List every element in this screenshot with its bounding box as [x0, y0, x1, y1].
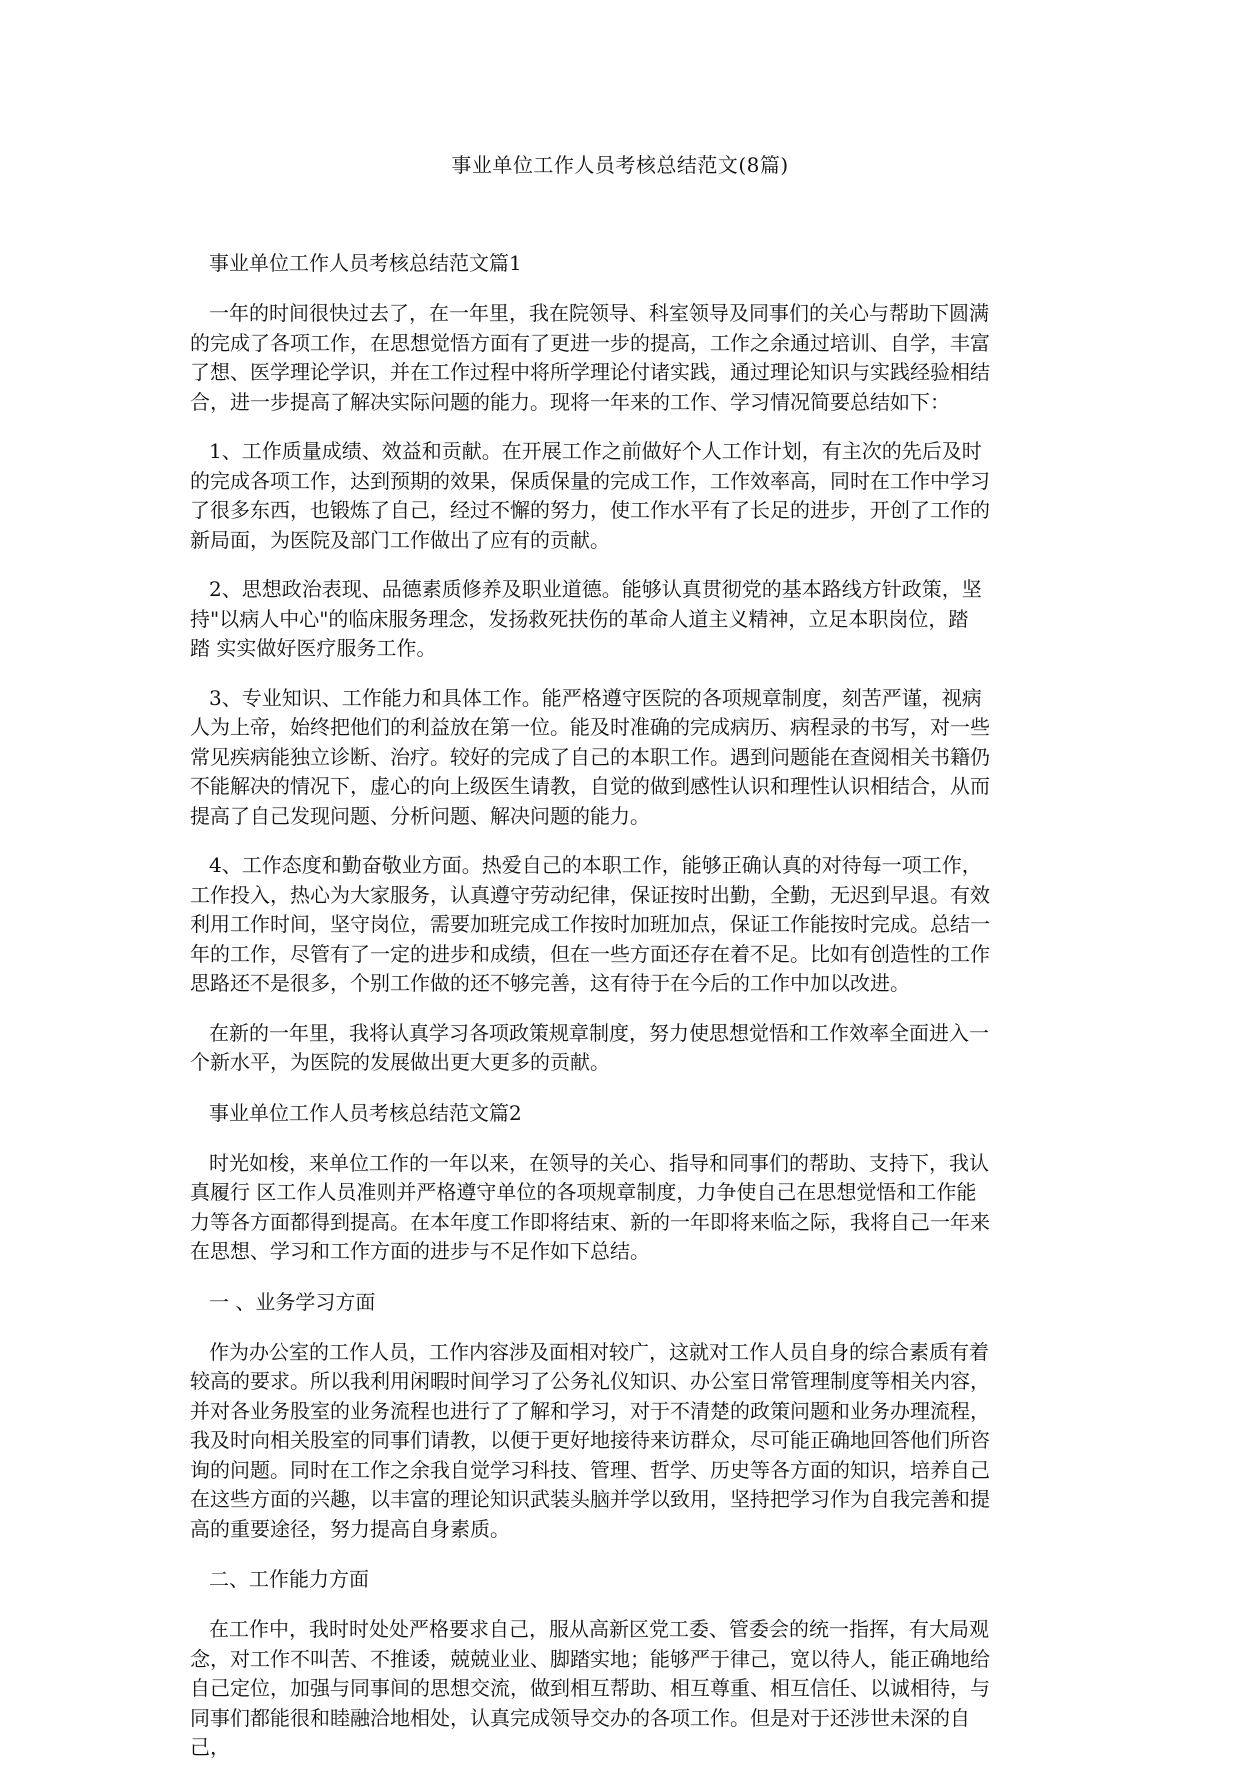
paragraph-line: 新局面，为医院及部门工作做出了应有的贡献。 — [190, 527, 610, 552]
paragraph-line: 在新的一年里，我将认真学习各项政策规章制度，努力使思想觉悟和工作效率全面进入一 — [209, 1020, 989, 1045]
paragraph — [190, 299, 1055, 417]
paragraph-line: 合，进一步提高了解决实际问题的能力。现将一年来的工作、学习情况简要总结如下： — [190, 389, 950, 414]
paragraph-line: 人为上帝，始终把他们的利益放在第一位。能及时准确的完成病历、病程录的书写，对一些 — [190, 715, 990, 739]
paragraph-line: 自己定位，加强与同事间的思想交流，做到相互帮助、相互尊重、相互信任、以诚相待，与 — [190, 1676, 990, 1700]
paragraph — [190, 437, 1055, 555]
paragraph-line: 工作投入，热心为大家服务，认真遵守劳动纪律，保证按时出勤，全勤，无迟到早退。有效 — [190, 882, 990, 907]
paragraph — [190, 1615, 1055, 1763]
paragraph-line: 了想、医学理论学识，并在工作过程中将所学理论付诸实践，通过理论知识与实践经验相结 — [190, 360, 990, 384]
paragraph-line: 在思想、学习和工作方面的进步与不足作如下总结。 — [190, 1239, 650, 1263]
paragraph-line: 在工作中，我时时处处严格要求自己，服从高新区党工委、管委会的统一指挥，有大局观 — [209, 1617, 989, 1641]
paragraph-line: 了很多东西，也锻炼了自己，经过不懈的努力，使工作水平有了长足的进步，开创了工作的 — [190, 498, 990, 522]
paragraph-line: 踏 实实做好医疗服务工作。 — [190, 636, 437, 660]
paragraph — [190, 851, 1055, 999]
paragraph-line: 提高了自己发现问题、分析问题、解决问题的能力。 — [190, 803, 650, 828]
paragraph-line: 作为办公室的工作人员，工作内容涉及面相对较广，这就对工作人员自身的综合素质有着 — [209, 1339, 989, 1364]
paragraph — [190, 575, 1055, 664]
paragraph-line: 2、思想政治表现、品德素质修养及职业道德。能够认真贯彻党的基本路线方针政策，坚 — [209, 577, 982, 601]
paragraph-line: 3、专业知识、工作能力和具体工作。能严格遵守医院的各项规章制度，刻苦严谨，视病 — [209, 685, 982, 710]
paragraph-line: 思路还不是很多，个别工作做的还不够完善，这有待于在今后的工作中加以改进。 — [190, 971, 910, 995]
paragraph-line: 己， — [190, 1735, 230, 1759]
paragraph-line: 4、工作态度和勤奋敬业方面。热爱自己的本职工作，能够正确认真的对待每一项工作， — [209, 853, 982, 877]
document-body — [190, 248, 1055, 1783]
paragraph-line: 年的工作，尽管有了一定的进步和成绩，但在一些方面还存在着不足。比如有创造性的工作 — [190, 941, 990, 966]
paragraph-line: 一年的时间很快过去了，在一年里，我在院领导、科室领导及同事们的关心与帮助下圆满 — [209, 301, 989, 325]
paragraph-line: 力等各方面都得到提高。在本年度工作即将结束、新的一年即将来临之际，我将自己一年来 — [190, 1209, 990, 1234]
paragraph-line: 时光如梭，来单位工作的一年以来，在领导的关心、指导和同事们的帮助、支持下，我认 — [209, 1150, 989, 1175]
paragraph-line: 我及时向相关股室的同事们请教，以便于更好地接待来访群众，尽可能正确地回答他们所咨 — [190, 1428, 990, 1452]
paragraph-line: 念，对工作不叫苦、不推诿，兢兢业业、脚踏实地；能够严于律己，宽以待人，能正确地给 — [190, 1646, 990, 1671]
paragraph-line: 在这些方面的兴趣，以丰富的理论知识武装头脑并学以致用，坚持把学习作为自我完善和提 — [190, 1487, 990, 1511]
paragraph-line: 不能解决的情况下，虚心的向上级医生请教，自觉的做到感性认识和理性认识相结合，从而 — [190, 774, 990, 798]
section-heading: 二、工作能力方面 — [209, 1567, 369, 1591]
paragraph-line: 较高的要求。所以我利用闲暇时间学习了公务礼仪知识、办公室日常管理制度等相关内容， — [190, 1369, 990, 1393]
section-heading: 一 、业务学习方面 — [209, 1289, 376, 1314]
paragraph-line: 常见疾病能独立诊断、治疗。较好的完成了自己的本职工作。遇到问题能在查阅相关书籍仍 — [190, 744, 990, 769]
paragraph-line: 持"以病人中心"的临床服务理念，发扬救死扶伤的革命人道主义精神，立足本职岗位，踏 — [190, 606, 969, 631]
paragraph — [190, 1019, 1055, 1078]
paragraph-line: 利用工作时间，坚守岗位，需要加班完成工作按时加班加点，保证工作能按时完成。总结一 — [190, 912, 990, 936]
section-heading: 事业单位工作人员考核总结范文篇2 — [209, 1100, 522, 1125]
paragraph — [190, 684, 1055, 832]
paragraph-line: 询的问题。同时在工作之余我自觉学习科技、管理、哲学、历史等各方面的知识，培养自己 — [190, 1457, 990, 1482]
paragraph-line: 真履行 区工作人员准则并严格遵守单位的各项规章制度，力争使自己在思想觉悟和工作能 — [190, 1180, 977, 1204]
section-heading: 事业单位工作人员考核总结范文篇1 — [209, 251, 522, 275]
paragraph — [190, 1338, 1055, 1545]
paragraph-line: 同事们都能很和睦融洽地相处，认真完成领导交办的各项工作。但是对于还涉世未深的自 — [190, 1705, 970, 1730]
paragraph-line: 的完成了各项工作，在思想觉悟方面有了更进一步的提高，工作之余通过培训、自学，丰富 — [190, 330, 990, 355]
paragraph-line: 的完成各项工作，达到预期的效果，保质保量的完成工作，工作效率高，同时在工作中学习 — [190, 468, 990, 493]
paragraph-line: 高的重要途径，努力提高自身素质。 — [190, 1516, 510, 1541]
paragraph-line: 1、工作质量成绩、效益和贡献。在开展工作之前做好个人工作计划，有主次的先后及时 — [209, 439, 982, 463]
document-title: 事业单位工作人员考核总结范文(8篇) — [451, 153, 789, 177]
paragraph-line: 个新水平，为医院的发展做出更大更多的贡献。 — [190, 1050, 610, 1074]
paragraph — [190, 1149, 1055, 1267]
paragraph-line: 并对各业务股室的业务流程也进行了了解和学习，对于不清楚的政策问题和业务办理流程， — [190, 1398, 990, 1423]
